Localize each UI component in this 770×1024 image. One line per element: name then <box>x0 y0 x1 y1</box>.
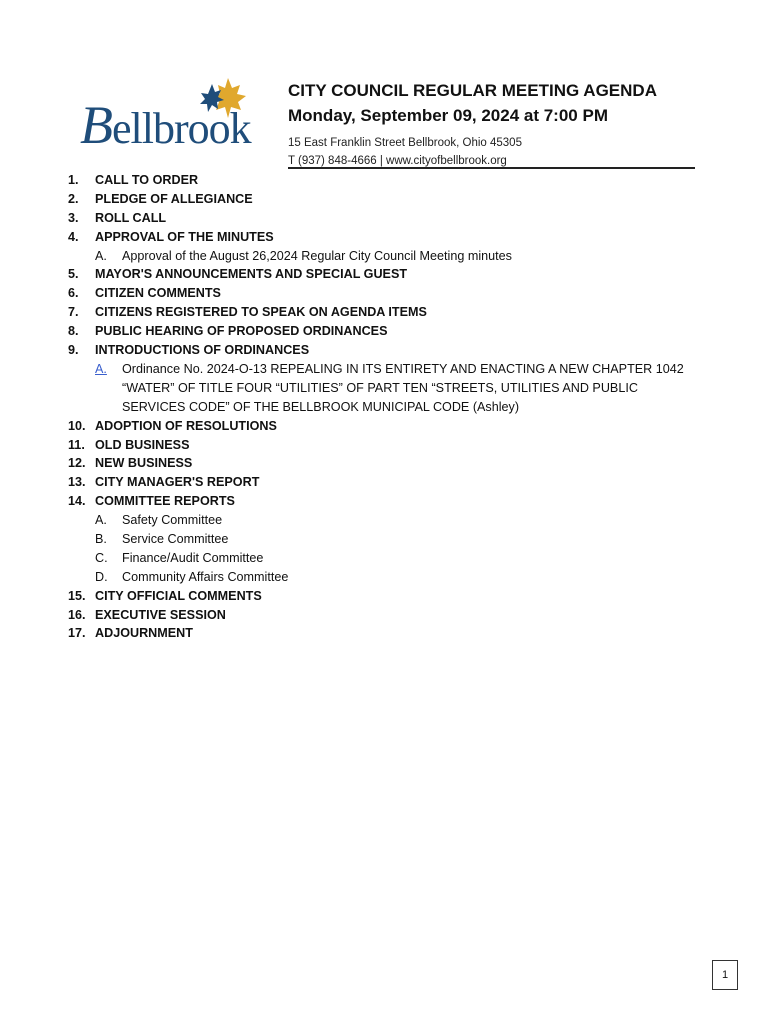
agenda-item <box>68 265 708 284</box>
header-divider <box>288 167 695 169</box>
agenda-item <box>68 473 708 492</box>
item-label: INTRODUCTIONS OF ORDINANCES <box>95 343 310 358</box>
page-number: 1 <box>712 960 738 990</box>
item-number: 16. <box>68 607 86 622</box>
item-label: ADJOURNMENT <box>95 626 193 641</box>
agenda-item <box>68 624 708 643</box>
agenda-subitem <box>68 568 708 587</box>
subitem-text: Approval of the August 26,2024 Regular City Council Meeting minutes <box>122 248 512 263</box>
contact-line: T (937) 848-4666 | www.cityofbellbrook.org <box>288 155 507 167</box>
subitem-text: Ordinance No. 2024-O-13 REPEALING IN ITS ENTIRETY AND ENACTING A NEW CHAPTER 1042 “WATER” OF TITLE FOUR “UTILITIES” OF PART TEN “STREETS, UTILITIES AND PUBLIC SERVICES CODE” OF THE BELLBROOK MUNICIPAL CODE (Ashley) <box>122 361 684 414</box>
subitem-letter: C. <box>95 550 108 565</box>
item-number: 11. <box>68 437 85 452</box>
agenda-subitem <box>68 511 708 530</box>
bellbrook-logo <box>80 76 278 155</box>
agenda-item <box>68 171 708 190</box>
item-label: CITIZEN COMMENTS <box>95 286 221 301</box>
agenda-item <box>68 228 708 247</box>
item-label: CITIZENS REGISTERED TO SPEAK ON AGENDA ITEMS <box>95 305 427 320</box>
subitem-letter: A. <box>95 248 107 263</box>
item-number: 3. <box>68 210 79 225</box>
item-label: ROLL CALL <box>95 210 167 225</box>
meeting-datetime: Monday, September 09, 2024 at 7:00 PM <box>288 106 608 125</box>
item-label: OLD BUSINESS <box>95 437 190 452</box>
agenda-subitem <box>68 530 708 549</box>
item-label: NEW BUSINESS <box>95 456 193 471</box>
header <box>288 79 698 170</box>
item-label: CITY MANAGER'S REPORT <box>95 475 260 490</box>
subitem-letter: B. <box>95 531 107 546</box>
agenda-item <box>68 341 708 360</box>
subitem-text: Safety Committee <box>122 513 223 528</box>
item-number: 7. <box>68 305 79 320</box>
subitem-text: Finance/Audit Committee <box>122 550 264 565</box>
address-line: 15 East Franklin Street Bellbrook, Ohio 45305 <box>288 137 522 149</box>
subitem-letter: A. <box>95 513 107 528</box>
item-label: ADOPTION OF RESOLUTIONS <box>95 418 277 433</box>
agenda-item <box>68 587 708 606</box>
item-number: 10. <box>68 418 86 433</box>
item-number: 17. <box>68 626 86 641</box>
agenda-title: CITY COUNCIL REGULAR MEETING AGENDA <box>288 81 657 100</box>
item-label: PUBLIC HEARING OF PROPOSED ORDINANCES <box>95 324 388 339</box>
agenda-item <box>68 322 708 341</box>
agenda-list <box>68 171 708 643</box>
logo-wordmark <box>80 94 251 156</box>
item-label: PLEDGE OF ALLEGIANCE <box>95 191 253 206</box>
item-label: MAYOR'S ANNOUNCEMENTS AND SPECIAL GUEST <box>95 267 408 282</box>
item-number: 6. <box>68 286 79 301</box>
ordinance-link[interactable]: A. <box>95 361 107 376</box>
agenda-item <box>68 606 708 625</box>
agenda-item <box>68 303 708 322</box>
agenda-subitem <box>68 247 708 266</box>
item-number: 8. <box>68 324 79 339</box>
agenda-item <box>68 190 708 209</box>
agenda-item <box>68 454 708 473</box>
agenda-item <box>68 417 708 436</box>
agenda-item <box>68 492 708 511</box>
item-label: CALL TO ORDER <box>95 173 199 187</box>
logo-rest: ellbrook <box>112 104 251 153</box>
item-label: CITY OFFICIAL COMMENTS <box>95 588 262 603</box>
subitem-text: Service Committee <box>122 531 229 546</box>
logo-initial: B <box>80 95 112 155</box>
item-number: 12. <box>68 456 86 471</box>
agenda-item <box>68 436 708 455</box>
item-number: 9. <box>68 343 79 358</box>
item-number: 1. <box>68 173 79 187</box>
agenda-item <box>68 209 708 228</box>
agenda-item <box>68 284 708 303</box>
item-number: 4. <box>68 229 79 244</box>
item-number: 14. <box>68 494 86 509</box>
item-number: 2. <box>68 191 79 206</box>
item-label: COMMITTEE REPORTS <box>95 494 235 509</box>
item-number: 15. <box>68 588 86 603</box>
item-label: APPROVAL OF THE MINUTES <box>95 229 274 244</box>
subitem-text: Community Affairs Committee <box>122 569 289 584</box>
item-number: 5. <box>68 267 79 282</box>
item-label: EXECUTIVE SESSION <box>95 607 226 622</box>
agenda-subitem <box>68 360 708 417</box>
subitem-letter: D. <box>95 569 108 584</box>
agenda-subitem <box>68 549 708 568</box>
item-number: 13. <box>68 475 86 490</box>
